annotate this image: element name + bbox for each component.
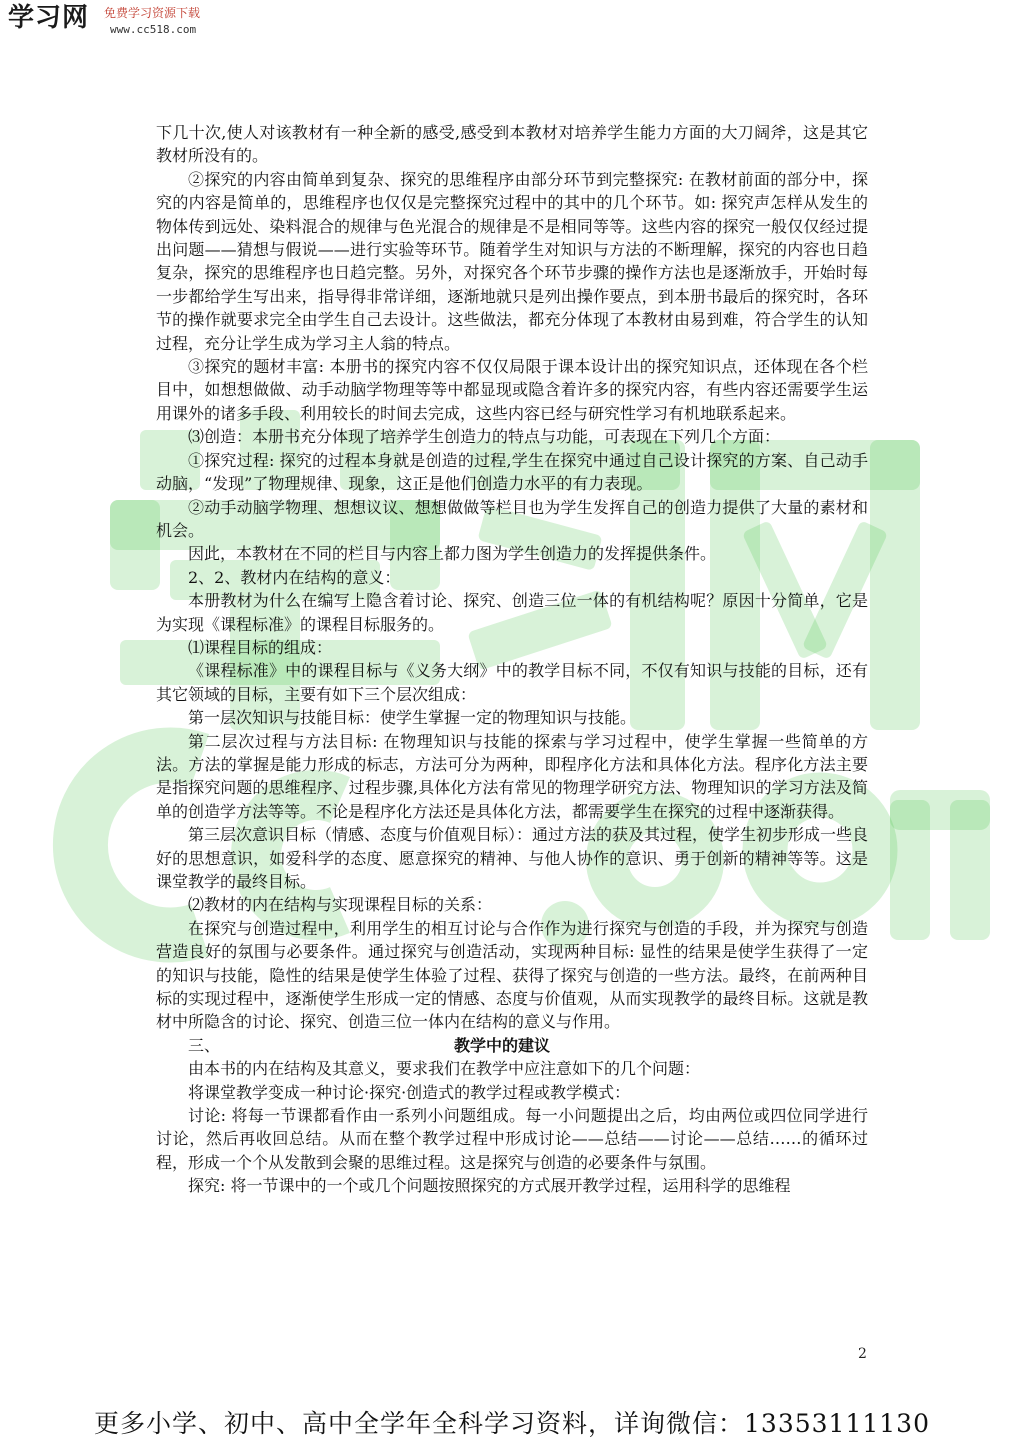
section-heading	[156, 1034, 868, 1057]
paragraph: 讨论: 将每一节课都看作由一系列小问题组成。每一小问题提出之后，均由两位或四位同学进行讨论，然后再收回总结。从而在整个教学过程中形成讨论——总结——讨论——总结……的循环过程，形成一个个从发散到会聚的思维过程。这是探究与创造的必要条件与氛围。	[156, 1106, 868, 1172]
paragraph: 将课堂教学变成一种讨论·探究·创造式的教学过程或教学模式：	[188, 1082, 631, 1102]
paragraph: 第三层次意识目标（情感、态度与价值观目标）：通过方法的获及其过程，使学生初步形成一些良好的思想意识，如爱科学的态度、愿意探究的精神、与他人协作的意识、勇于创新的精神等等。这是课堂教学的最终目标。	[156, 825, 869, 891]
paragraph: 探究: 将一节课中的一个或几个问题按照探究的方式展开教学过程，运用科学的思维程	[188, 1176, 791, 1196]
paragraph: ①探究过程: 探究的过程本身就是创造的过程,学生在探究中通过自己设计探究的方案、自己动手动脑，“发现”了物理规律、现象，这正是他们创造力水平的有力表现。	[156, 450, 868, 494]
document-body	[156, 121, 868, 1198]
page-number: 2	[858, 1346, 867, 1362]
footer-banner: 更多小学、初中、高中全学年全科学习资料，详询微信：13353111130	[94, 1409, 930, 1438]
paragraph: 因此，本教材在不同的栏目与内容上都力图为学生创造力的发挥提供条件。	[188, 544, 717, 564]
paragraph: ⑶创造：本册书充分体现了培养学生创造力的特点与功能，可表现在下列几个方面：	[188, 427, 781, 447]
paragraph: 第二层次过程与方法目标: 在物理知识与技能的探索与学习过程中，使学生掌握一些简单的方法。方法的掌握是能力形成的标志，方法可分为两种，即程序化方法和具体化方法。程序化方法主要是指探究问题的思维程序、过程步骤,具体化方法有常见的物理学研究方法、物理知识的学习方法及简单的创造学方法等等。不论是程序化方法还是具体化方法，都需要学生在探究的过程中逐渐获得。	[156, 731, 868, 821]
paragraph: 本册教材为什么在编写上隐含着讨论、探究、创造三位一体的有机结构呢？原因十分简单，它是为实现《课程标准》的课程目标服务的。	[156, 591, 868, 634]
paragraph: 下几十次,使人对该教材有一种全新的感受,感受到本教材对培养学生能力方面的大刀阔斧，这是其它教材所没有的。	[156, 123, 868, 166]
site-url: www.cc518.com	[110, 23, 197, 36]
site-logo: 学习网	[8, 3, 90, 33]
paragraph: ⑵教材的内在结构与实现课程目标的关系：	[188, 895, 493, 915]
paragraph: ②探究的内容由简单到复杂、探究的思维程序由部分环节到完整探究: 在教材前面的部分中，探究的内容是简单的，思维程序也仅仅是完整探究过程中的其中的几个环节。如: 探究声怎样从发生的物体传到远处、染料混合的规律与色光混合的规律是不是相同等等。这些内容的探究一般仅仅经过提出问题——猜想与假说——进行实验等环节。随着学生对知识与方法的不断理解，探究的内容也日趋复杂，探究的思维程序也日趋完整。另外，对探究各个环节步骤的操作方法也是逐渐放手，开始时每一步都给学生写出来，指导得非常详细，逐渐地就只是列出操作要点，到本册书最后的探究时，各环节的操作就要求完全由学生自己去设计。这些做法，都充分体现了本教材由易到难，符合学生的认知过程，充分让学生成为学习主人翁的特点。	[156, 169, 868, 353]
paragraph: 第一层次知识与技能目标：使学生掌握一定的物理知识与技能。	[188, 708, 637, 728]
paragraph: ②动手动脑学物理、想想议议、想想做做等栏目也为学生发挥自己的创造力提供了大量的素材和机会。	[156, 497, 868, 540]
section-number: 三、	[188, 1035, 221, 1055]
page-header	[0, 0, 1024, 46]
site-slogan: 免费学习资源下载	[104, 6, 201, 20]
paragraph: ③探究的题材丰富: 本册书的探究内容不仅仅局限于课本设计出的探究知识点，还体现在各个栏目中，如想想做做、动手动脑学物理等等中都显现或隐含着许多的探究内容，有些内容还需要学生运用课外的诸多手段、利用较长的时间去完成，这些内容已经与研究性学习有机地联系起来。	[156, 357, 868, 423]
paragraph: 《课程标准》中的课程目标与《义务大纲》中的教学目标不同，不仅有知识与技能的目标，还有其它领域的目标，主要有如下三个层次组成：	[156, 661, 868, 704]
paragraph: 由本书的内在结构及其意义，要求我们在教学中应注意如下的几个问题：	[188, 1059, 701, 1079]
section-title: 教学中的建议	[454, 1035, 551, 1055]
paragraph: 2、2、教材内在结构的意义：	[188, 567, 401, 587]
paragraph: ⑴课程目标的组成：	[188, 637, 333, 657]
paragraph: 在探究与创造过程中，利用学生的相互讨论与合作作为进行探究与创造的手段，并为探究与创造营造良好的氛围与必要条件。通过探究与创造活动，实现两种目标: 显性的结果是使学生获得了一定的知识与技能，隐性的结果是使学生体验了过程、获得了探究与创造的一些方法。最终，在前两种目标的实现过程中，逐渐使学生形成一定的情感、态度与价值观，从而实现教学的最终目标。这就是教材中所隐含的讨论、探究、创造三位一体内在结构的意义与作用。	[156, 918, 868, 1032]
